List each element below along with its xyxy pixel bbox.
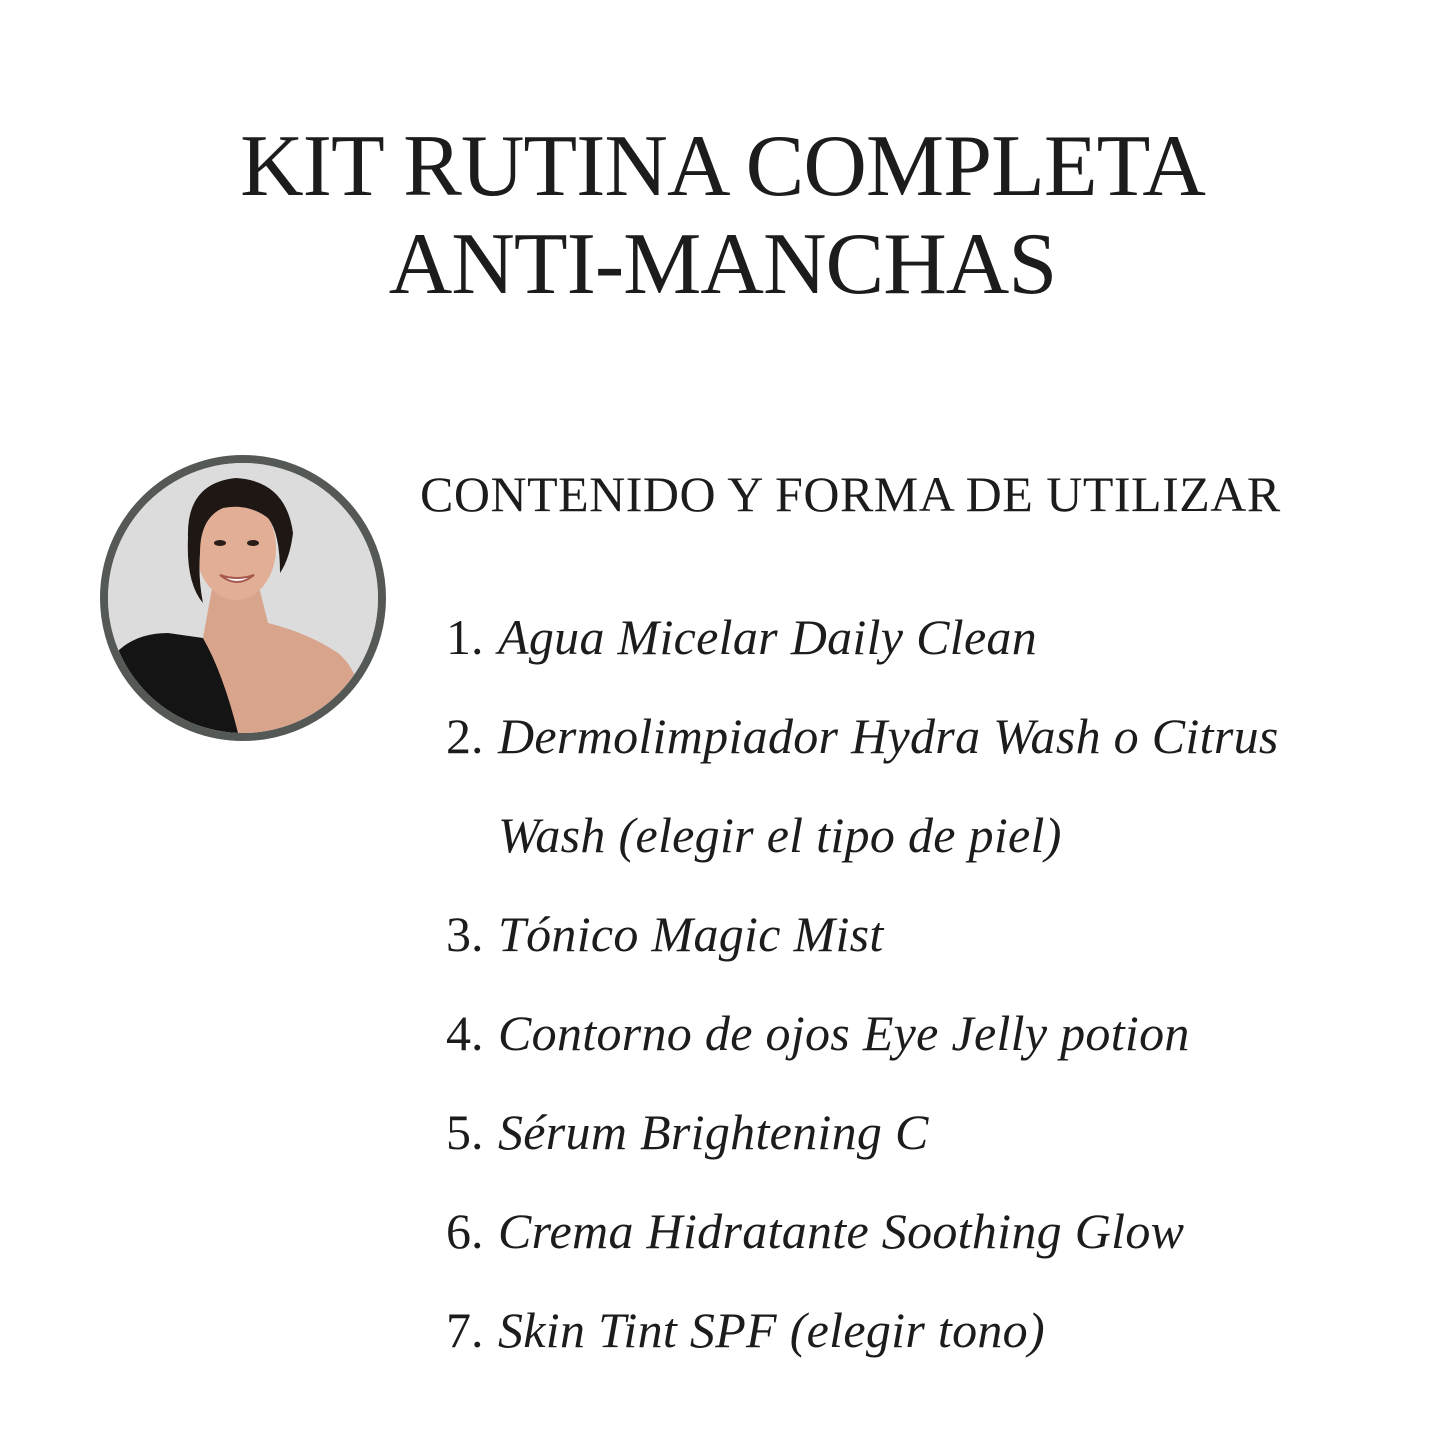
step-text: Sérum Brightening C (498, 1104, 929, 1160)
section-title: CONTENIDO Y FORMA DE UTILIZAR (420, 466, 1281, 522)
step-number: 5. (446, 1104, 484, 1160)
list-item (446, 1083, 1346, 1182)
step-text: Crema Hidratante Soothing Glow (498, 1203, 1185, 1259)
page-title-line-2: ANTI-MANCHAS (388, 216, 1057, 313)
list-item (446, 984, 1346, 1083)
list-item (446, 885, 1346, 984)
page-title-line-1: KIT RUTINA COMPLETA (240, 118, 1205, 215)
step-number: 2. (446, 708, 484, 764)
page-title (0, 118, 1445, 314)
step-number: 7. (446, 1302, 484, 1358)
step-number: 3. (446, 906, 484, 962)
step-text: Contorno de ojos Eye Jelly potion (498, 1005, 1190, 1061)
list-item (446, 1281, 1346, 1380)
portrait-image (108, 463, 378, 733)
list-item (446, 588, 1346, 687)
list-item (446, 1182, 1346, 1281)
avatar (100, 455, 386, 741)
step-text: Agua Micelar Daily Clean (498, 609, 1038, 665)
step-text: Tónico Magic Mist (498, 906, 884, 962)
step-number: 4. (446, 1005, 484, 1061)
step-number: 6. (446, 1203, 484, 1259)
step-number: 1. (446, 609, 484, 665)
step-text: Dermolimpiador Hydra Wash o Citrus Wash (elegir el tipo de piel) (498, 708, 1279, 863)
steps-list (446, 588, 1346, 1380)
list-item (446, 687, 1346, 885)
step-text: Skin Tint SPF (elegir tono) (498, 1302, 1045, 1358)
